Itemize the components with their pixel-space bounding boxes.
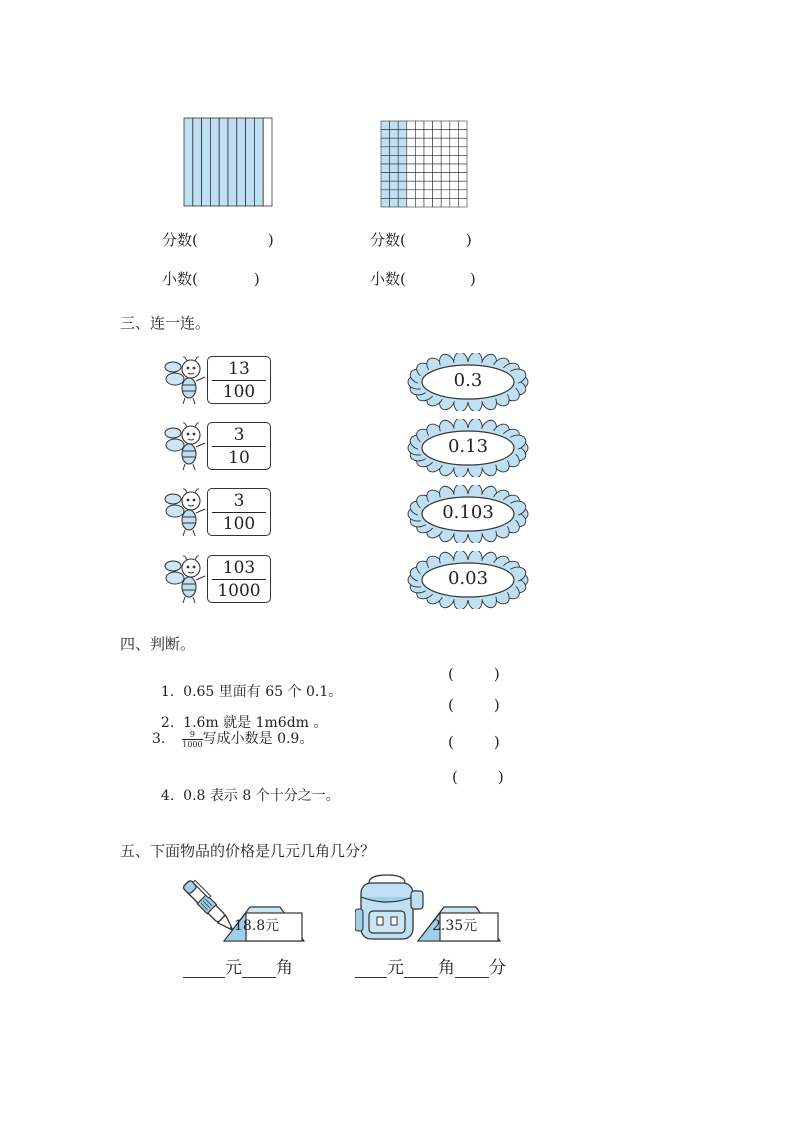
grid-cell bbox=[441, 173, 450, 182]
decimal-value: 0.103 bbox=[442, 502, 494, 523]
grid-cell bbox=[381, 190, 390, 199]
grid-cell bbox=[390, 173, 399, 182]
grid-cell bbox=[415, 173, 424, 182]
fraction-card[interactable] bbox=[207, 488, 271, 536]
grid-cell bbox=[381, 198, 390, 207]
grid-cell bbox=[441, 181, 450, 190]
grid-cell bbox=[390, 198, 399, 207]
grid-cell bbox=[390, 121, 399, 130]
grid-cell bbox=[433, 198, 442, 207]
strip-figure bbox=[183, 117, 273, 207]
grid-cell bbox=[407, 190, 416, 199]
judge-item-3: 3. $\frac{9}{1000}$ 写成小数是 0.9。 bbox=[152, 729, 314, 749]
bag-jiao-blank[interactable] bbox=[404, 961, 438, 978]
grid-cell bbox=[458, 190, 467, 199]
strip-cell bbox=[210, 118, 219, 206]
decimal-value: 0.3 bbox=[453, 370, 483, 391]
grid-cell bbox=[390, 164, 399, 173]
strip-cell bbox=[263, 118, 272, 206]
grid-cell bbox=[424, 198, 433, 207]
decimal-value: 0.13 bbox=[447, 436, 489, 457]
grid-cell bbox=[450, 155, 459, 164]
grid-cell bbox=[415, 198, 424, 207]
grid-cell bbox=[407, 147, 416, 156]
grid-cell bbox=[381, 173, 390, 182]
grid-cell bbox=[450, 164, 459, 173]
grid-cell bbox=[398, 181, 407, 190]
grid-cell bbox=[407, 164, 416, 173]
grid-cell bbox=[458, 198, 467, 207]
fraction-numerator: 3 bbox=[233, 491, 245, 511]
grid-cell bbox=[415, 181, 424, 190]
grid-cell bbox=[441, 138, 450, 147]
strip-cell bbox=[202, 118, 211, 206]
flower-card[interactable] bbox=[407, 353, 529, 415]
fraction-numerator: 13 bbox=[228, 359, 250, 379]
small-fraction: $\frac{9}{1000}$ bbox=[182, 729, 203, 749]
answer-paren-2[interactable]: ( ) bbox=[448, 696, 500, 714]
bag-answer-line: 元 角 分 bbox=[355, 953, 506, 978]
grid-cell bbox=[424, 155, 433, 164]
grid-cell bbox=[398, 121, 407, 130]
grid-cell bbox=[433, 147, 442, 156]
grid-cell bbox=[450, 138, 459, 147]
grid-cell bbox=[424, 173, 433, 182]
grid-cell bbox=[424, 181, 433, 190]
grid-cell bbox=[433, 181, 442, 190]
grid-cell bbox=[441, 164, 450, 173]
grid-cell bbox=[450, 198, 459, 207]
bag-fen-blank[interactable] bbox=[455, 961, 489, 978]
fraction-numerator: 103 bbox=[222, 558, 256, 578]
decimal-label-left: 小数( ) bbox=[162, 270, 260, 288]
grid-cell bbox=[433, 121, 442, 130]
section4-title: 四、判断。 bbox=[120, 635, 196, 653]
answer-paren-4[interactable]: ( ) bbox=[452, 768, 504, 786]
grid-cell bbox=[433, 190, 442, 199]
grid-cell bbox=[398, 130, 407, 139]
grid-cell bbox=[407, 173, 416, 182]
grid-cell bbox=[398, 147, 407, 156]
grid-cell bbox=[450, 147, 459, 156]
grid-cell bbox=[390, 130, 399, 139]
grid-cell bbox=[441, 147, 450, 156]
grid-cell bbox=[424, 121, 433, 130]
grid-cell bbox=[415, 121, 424, 130]
grid-cell bbox=[381, 155, 390, 164]
fraction-card[interactable] bbox=[207, 422, 271, 470]
grid-cell bbox=[390, 147, 399, 156]
fraction-numerator: 3 bbox=[233, 425, 245, 445]
strip-cell bbox=[246, 118, 255, 206]
fraction-label-right: 分数( ) bbox=[370, 231, 472, 249]
grid-cell bbox=[407, 155, 416, 164]
grid-cell bbox=[450, 130, 459, 139]
section5-title: 五、下面物品的价格是几元几角几分？ bbox=[120, 842, 376, 860]
grid-cell bbox=[441, 130, 450, 139]
decimal-label-right: 小数( ) bbox=[370, 270, 476, 288]
bee-icon bbox=[163, 487, 207, 543]
answer-paren-1[interactable]: ( ) bbox=[448, 665, 500, 683]
fraction-denominator: 1000 bbox=[217, 581, 261, 601]
grid-cell bbox=[381, 147, 390, 156]
grid-cell bbox=[415, 130, 424, 139]
judge-item-4: 4. 0.8 表示 8 个十分之一。 bbox=[160, 788, 340, 804]
bee-icon bbox=[163, 355, 207, 411]
grid-cell bbox=[424, 138, 433, 147]
grid-cell bbox=[407, 121, 416, 130]
grid-cell bbox=[398, 173, 407, 182]
grid-cell bbox=[458, 121, 467, 130]
grid-cell bbox=[450, 181, 459, 190]
grid-cell bbox=[381, 138, 390, 147]
judge-item-1: 1. 0.65 里面有 65 个 0.1。 bbox=[160, 684, 343, 700]
grid-cell bbox=[398, 198, 407, 207]
grid-cell bbox=[450, 121, 459, 130]
grid-cell bbox=[458, 147, 467, 156]
pen-answer-line: 元 角 bbox=[183, 953, 293, 978]
grid-cell bbox=[415, 147, 424, 156]
grid-cell bbox=[450, 173, 459, 182]
grid-cell bbox=[441, 190, 450, 199]
grid-cell bbox=[458, 130, 467, 139]
strip-cell bbox=[237, 118, 246, 206]
grid-cell bbox=[398, 138, 407, 147]
strip-cell bbox=[228, 118, 237, 206]
grid-cell bbox=[433, 138, 442, 147]
grid-cell bbox=[390, 138, 399, 147]
judge-item-2: 2. 1.6m 就是 1m6dm 。 bbox=[160, 715, 328, 731]
grid-cell bbox=[415, 155, 424, 164]
grid-cell bbox=[390, 155, 399, 164]
bee-icon bbox=[163, 554, 207, 610]
fraction-card[interactable] bbox=[207, 356, 271, 404]
strip-cell bbox=[254, 118, 263, 206]
decimal-value: 0.03 bbox=[447, 568, 489, 589]
flower-card[interactable] bbox=[407, 419, 529, 481]
grid-cell bbox=[424, 190, 433, 199]
grid-cell bbox=[390, 190, 399, 199]
flower-card[interactable] bbox=[407, 485, 529, 547]
grid-cell bbox=[441, 155, 450, 164]
grid-cell bbox=[390, 181, 399, 190]
strip-cell bbox=[184, 118, 193, 206]
grid-cell bbox=[441, 121, 450, 130]
grid-figure bbox=[380, 120, 470, 210]
pen-price: 18.8元 bbox=[234, 918, 280, 934]
grid-cell bbox=[458, 138, 467, 147]
grid-cell bbox=[458, 155, 467, 164]
grid-cell bbox=[381, 164, 390, 173]
grid-cell bbox=[424, 147, 433, 156]
bag-price: 2.35元 bbox=[432, 918, 478, 934]
grid-cell bbox=[398, 155, 407, 164]
grid-cell bbox=[398, 190, 407, 199]
grid-cell bbox=[381, 130, 390, 139]
grid-cell bbox=[433, 155, 442, 164]
strip-cell bbox=[193, 118, 202, 206]
strip-cell bbox=[219, 118, 228, 206]
flower-card[interactable] bbox=[407, 551, 529, 613]
fraction-card[interactable] bbox=[207, 555, 271, 603]
grid-cell bbox=[407, 130, 416, 139]
grid-cell bbox=[407, 138, 416, 147]
grid-cell bbox=[398, 164, 407, 173]
grid-cell bbox=[424, 130, 433, 139]
answer-paren-3[interactable]: ( ) bbox=[448, 733, 500, 751]
grid-cell bbox=[381, 181, 390, 190]
bag-yuan-blank[interactable] bbox=[355, 961, 387, 978]
grid-cell bbox=[458, 164, 467, 173]
grid-cell bbox=[407, 181, 416, 190]
grid-cell bbox=[424, 164, 433, 173]
grid-cell bbox=[415, 190, 424, 199]
fraction-denominator: 10 bbox=[228, 448, 250, 468]
grid-cell bbox=[433, 173, 442, 182]
grid-cell bbox=[441, 198, 450, 207]
grid-cell bbox=[381, 121, 390, 130]
section3-title: 三、连一连。 bbox=[120, 314, 211, 332]
grid-cell bbox=[415, 164, 424, 173]
grid-cell bbox=[433, 130, 442, 139]
pen-jiao-blank[interactable] bbox=[242, 961, 276, 978]
grid-cell bbox=[433, 164, 442, 173]
grid-cell bbox=[407, 198, 416, 207]
grid-cell bbox=[458, 181, 467, 190]
grid-cell bbox=[450, 190, 459, 199]
bee-icon bbox=[163, 421, 207, 477]
fraction-denominator: 100 bbox=[222, 382, 256, 402]
fraction-denominator: 100 bbox=[222, 514, 256, 534]
fraction-label-left: 分数( ) bbox=[162, 231, 274, 249]
grid-cell bbox=[458, 173, 467, 182]
grid-cell bbox=[415, 138, 424, 147]
pen-yuan-blank[interactable] bbox=[183, 961, 225, 978]
